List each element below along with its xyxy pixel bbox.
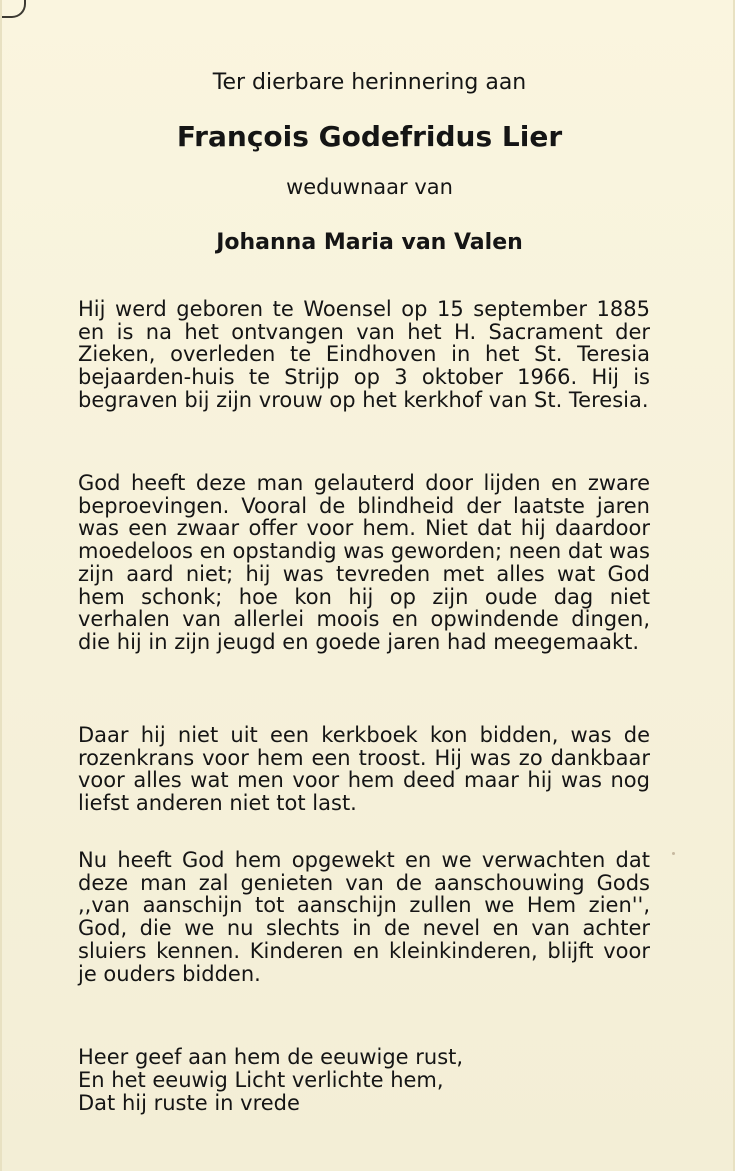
corner-mark [2,0,26,18]
closing-prayer [78,1046,598,1115]
intro-line: Ter dierbare herinnering aan [212,70,527,95]
paragraph-rosary: Daar hij niet uit een kerkboek kon bidden, was de rozenkrans voor hem een troost. Hij was zo dankbaar voor alles wat men voor hem deed maar hij was nog liefst anderen niet tot last. [78,723,650,816]
prayer-line: En het eeuwig Licht verlichte hem, [78,1068,444,1092]
prayer-line: Dat hij ruste in vrede [78,1091,300,1115]
prayer-line: Heer geef aan hem de eeuwige rust, [78,1045,464,1069]
paragraph-hope: Nu heeft God hem opgewekt en we verwachten dat deze man zal genieten van de aanschouwing Gods ,,van aanschijn tot aanschijn zullen we Hem zien'', God, die we nu slechts in de nevel en van achter sluiers kennen. Kinderen en kleinkinderen, blijft voor je ouders bidden. [78,848,650,986]
paragraph-suffering: God heeft deze man gelauterd door lijden en zware beproevingen. Vooral de blindheid der laatste jaren was een zwaar offer voor hem. Niet dat hij daardoor moedeloos en opstandig was geworden; neen dat was zijn aard niet; hij was tevreden met alles wat God hem schonk; hoe kon hij op zijn oude dag niet verhalen van allerlei moois en opwindende dingen, die hij in zijn jeugd en goede jaren had meegemaakt. [78,471,650,654]
spouse-name: Johanna Maria van Valen [216,230,523,255]
deceased-name: François Godefridus Lier [176,120,563,153]
paragraph-biography: Hij werd geboren te Woensel op 15 september 1885 en is na het ontvangen van het H. Sacrament der Zieken, overleden te Eindhoven in het St. Teresia bejaarden-huis te Strijp op 3 oktober 1966. Hij is begraven bij zijn vrouw op het kerkhof van St. Teresia. [78,297,650,412]
paper-speck [672,852,675,855]
widower-of-line: weduwnaar van [286,175,453,199]
